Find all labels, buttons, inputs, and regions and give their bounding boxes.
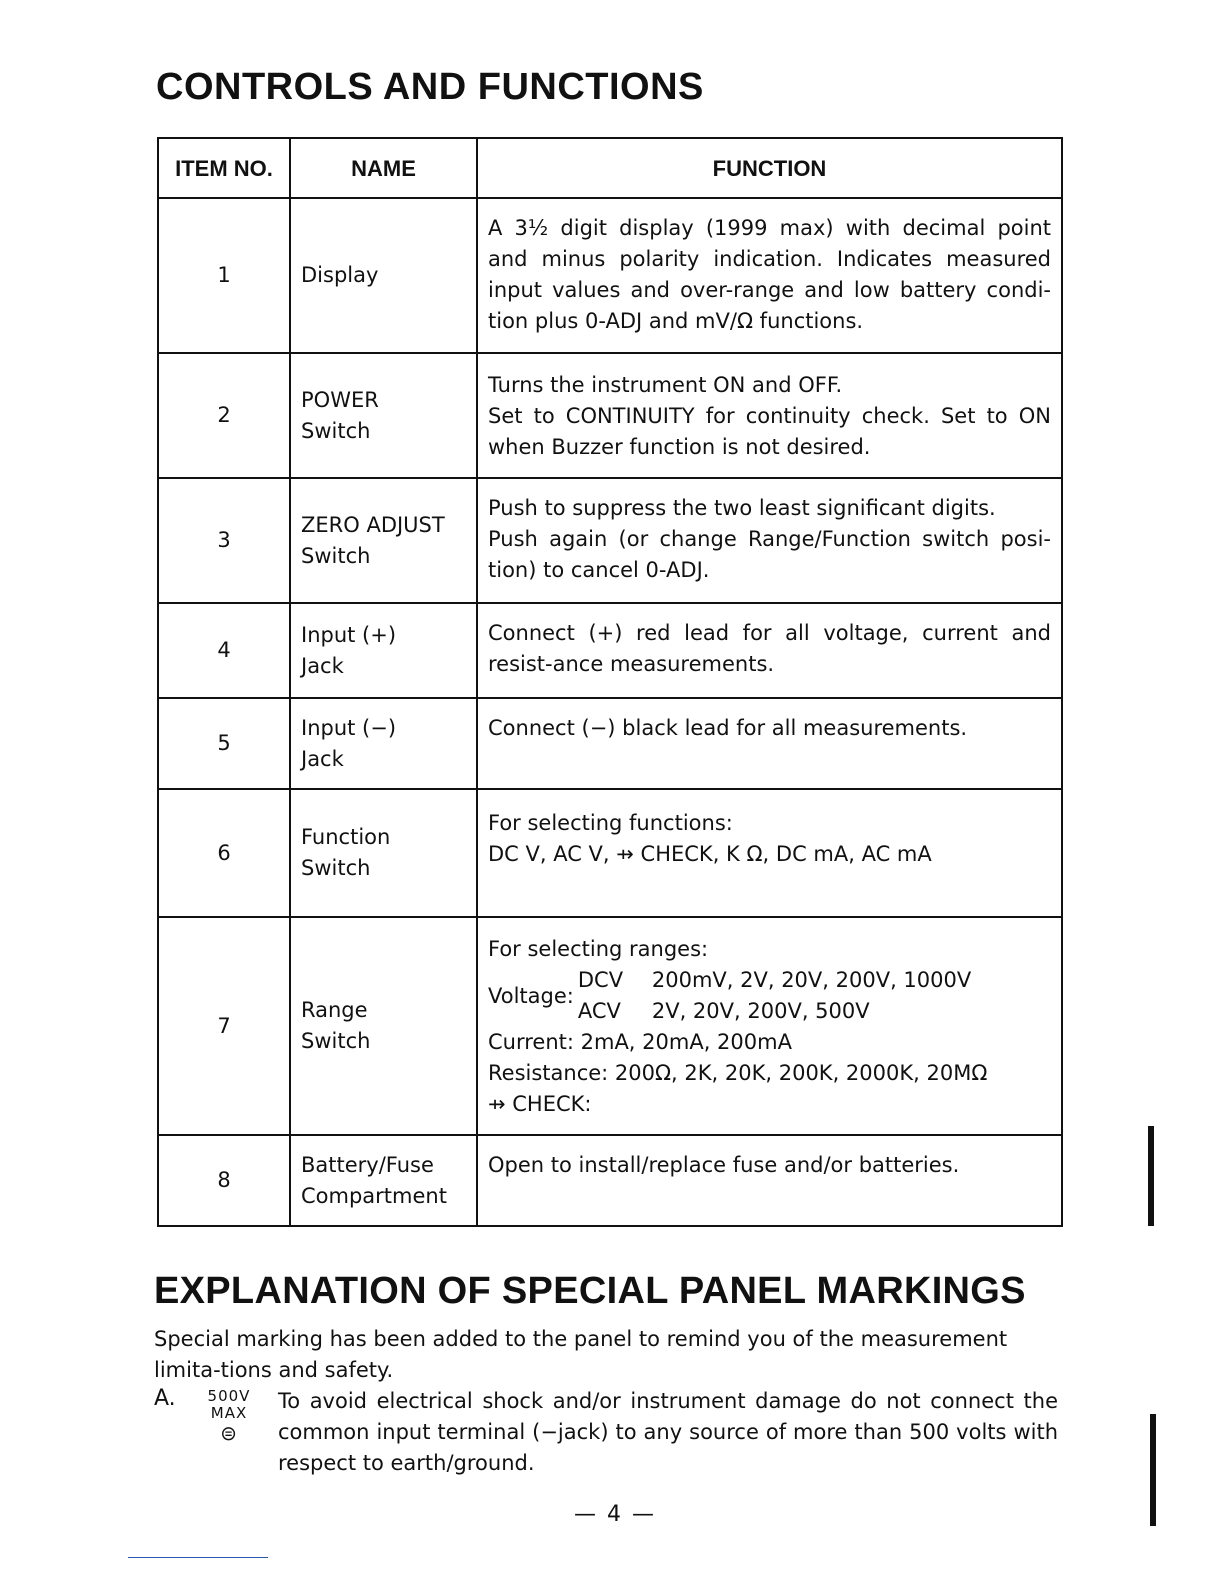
item-function: For selecting functions: DC V, AC V, ⇸ CHECK, K Ω, DC mA, AC mA <box>477 789 1062 917</box>
item-letter: A. <box>154 1386 176 1411</box>
panel-marking: 500V MAX ⊜ <box>194 1388 264 1444</box>
resistance-ranges: Resistance: 200Ω, 2K, 20K, 200K, 2000K, 20MΩ <box>488 1061 988 1085</box>
item-name: Battery/Fuse Compartment <box>290 1135 477 1226</box>
item-name: Range Switch <box>290 917 477 1135</box>
item-number: 3 <box>158 478 290 603</box>
item-number: 2 <box>158 353 290 478</box>
table-row <box>158 603 1062 698</box>
markings-intro: Special marking has been added to the panel to remind you of the measurement limita-tions and safety. <box>154 1327 1008 1382</box>
scan-edge-mark <box>128 1557 268 1558</box>
table-row <box>158 353 1062 478</box>
controls-heading: CONTROLS AND FUNCTIONS <box>156 66 704 108</box>
table-row <box>158 1135 1062 1226</box>
item-number: 4 <box>158 603 290 698</box>
page-number: — 4 — <box>574 1502 656 1527</box>
table-row <box>158 698 1062 789</box>
markings-heading: EXPLANATION OF SPECIAL PANEL MARKINGS <box>154 1270 1026 1312</box>
item-function: A 3½ digit display (1999 max) with decimal point and minus polarity indication. Indicates measured input values and over-range and low battery condi-tion plus 0-ADJ and mV/Ω functions. <box>477 198 1062 353</box>
header-name: NAME <box>290 138 477 198</box>
table-row <box>158 478 1062 603</box>
dcv-label: DCV <box>577 968 624 992</box>
item-function: Connect (−) black lead for all measurements. <box>477 698 1062 789</box>
marking-item-a <box>154 1386 1060 1476</box>
table-header-row <box>158 138 1062 198</box>
diode-check: ⇸ CHECK: <box>488 1092 592 1116</box>
scan-edge-mark <box>1148 1126 1154 1226</box>
current-ranges: Current: 2mA, 20mA, 200mA <box>488 1030 792 1054</box>
item-number: 8 <box>158 1135 290 1226</box>
item-name: Function Switch <box>290 789 477 917</box>
table-row <box>158 789 1062 917</box>
item-name: Input (+) Jack <box>290 603 477 698</box>
item-number: 5 <box>158 698 290 789</box>
item-function: Connect (+) red lead for all voltage, current and resist-ance measurements. <box>477 603 1062 698</box>
item-name: Display <box>290 198 477 353</box>
dcv-values: 200mV, 2V, 20V, 200V, 1000V <box>651 968 972 992</box>
ground-symbol-icon: ⊜ <box>220 1421 238 1445</box>
item-number: 1 <box>158 198 290 353</box>
table-row <box>158 917 1062 1135</box>
item-name: ZERO ADJUST Switch <box>290 478 477 603</box>
acv-label: ACV <box>577 999 621 1023</box>
ranges-intro: For selecting ranges: <box>488 937 709 961</box>
marking-text: To avoid electrical shock and/or instrument damage do not connect the common input terminal (−jack) to any source of more than 500 volts with respect to earth/ground. <box>278 1389 1058 1475</box>
item-function-ranges <box>477 917 1062 1135</box>
table-row <box>158 198 1062 353</box>
item-function: Turns the instrument ON and OFF. Set to CONTINUITY for continuity check. Set to ON when Buzzer function is not desired. <box>477 353 1062 478</box>
item-name: POWER Switch <box>290 353 477 478</box>
voltage-ranges <box>488 965 1051 1027</box>
acv-values: 2V, 20V, 200V, 500V <box>651 999 870 1023</box>
item-number: 7 <box>158 917 290 1135</box>
item-function: Open to install/replace fuse and/or batteries. <box>477 1135 1062 1226</box>
item-function: Push to suppress the two least significant digits. Push again (or change Range/Function switch posi-tion) to cancel 0-ADJ. <box>477 478 1062 603</box>
voltage-label: Voltage: <box>488 983 574 1008</box>
controls-table <box>157 137 1063 1227</box>
header-function: FUNCTION <box>477 138 1062 198</box>
item-name: Input (−) Jack <box>290 698 477 789</box>
item-number: 6 <box>158 789 290 917</box>
header-item-no: ITEM NO. <box>158 138 290 198</box>
scan-edge-mark <box>1150 1414 1156 1526</box>
